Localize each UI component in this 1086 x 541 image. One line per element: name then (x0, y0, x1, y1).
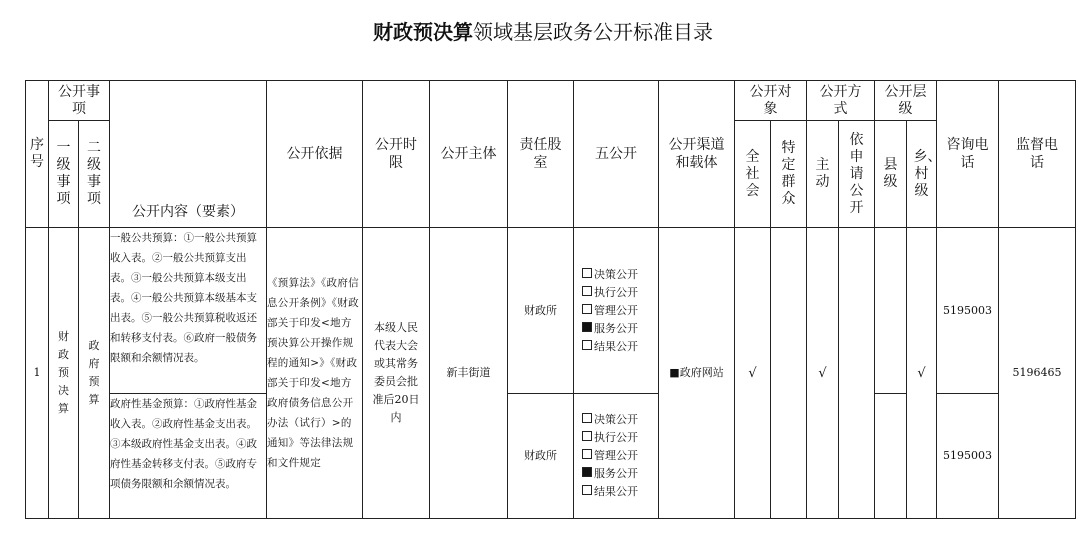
row-five-fund (574, 394, 659, 519)
row-basis: 《预算法》《政府信息公开条例》《财政部关于印发<地方预决算公开操作规程的通知>》《财政部关于印发<地方政府债务信息公开办法（试行）>的通知》等法律法规和文件规定 (267, 228, 363, 519)
row-level2: 政府预算 (79, 228, 110, 519)
row-dept-fund: 财政所 (508, 394, 574, 519)
checkbox-icon (582, 304, 592, 314)
row-level-county-fund (875, 394, 907, 519)
five-option: 管理公开 (574, 447, 658, 465)
header-five: 五公开 (574, 81, 659, 228)
row-subject: 新丰街道 (430, 228, 508, 519)
row-target-all: √ (735, 228, 771, 519)
header-level: 公开层级 (875, 81, 937, 121)
row-level1: 财政预决算 (49, 228, 79, 519)
row-content-general: 一般公共预算：①一般公共预算收入表。②一般公共预算支出表。③一般公共预算本级支出表。④一般公共预算本级基本支出表。⑤一般公共预算税收返还和转移支付表。⑥政府一般债务限额和余额情况表。 (110, 228, 267, 394)
checkbox-icon (582, 268, 592, 278)
checkbox-icon (582, 449, 592, 459)
five-option: 结果公开 (574, 483, 658, 501)
five-option: 决策公开 (574, 266, 658, 284)
five-option: 管理公开 (574, 302, 658, 320)
row-method-apply (839, 228, 875, 519)
checkbox-icon (582, 340, 592, 350)
title-rest: 领域基层政务公开标准目录 (473, 20, 713, 44)
row-level-town: √ (907, 228, 937, 519)
title-bold: 财政预决算 (373, 20, 473, 44)
row-level-county (875, 228, 907, 394)
five-option: 结果公开 (574, 338, 658, 356)
header-level1: 一级事项 (49, 121, 79, 228)
header-target-all: 全社会 (735, 121, 771, 228)
five-option: 执行公开 (574, 429, 658, 447)
header-content: 公开内容（要素） (110, 81, 267, 228)
header-target-group: 特定群众 (771, 121, 807, 228)
checkbox-checked-icon (582, 467, 592, 477)
row-method-active: √ (807, 228, 839, 519)
header-subject: 公开主体 (430, 81, 508, 228)
row-time: 本级人民代表大会或其常务委员会批准后20日内 (363, 228, 430, 519)
header-level2: 二级事项 (79, 121, 110, 228)
row-consult-general: 5195003 (937, 228, 999, 394)
row-content-fund: 政府性基金预算：①政府性基金收入表。②政府性基金支出表。③本级政府性基金支出表。④政府性基金转移支付表。⑤政府专项债务限额和余额情况表。 (110, 394, 267, 519)
header-time: 公开时限 (363, 81, 430, 228)
header-target: 公开对象 (735, 81, 807, 121)
header-supervise: 监督电话 (999, 81, 1076, 228)
checkbox-icon (582, 431, 592, 441)
row-channel: ■政府网站 (659, 228, 735, 519)
five-option: 服务公开 (574, 465, 658, 483)
header-consult: 咨询电话 (937, 81, 999, 228)
row-dept-general: 财政所 (508, 228, 574, 394)
header-basis: 公开依据 (267, 81, 363, 228)
header-method-apply: 依申请公开 (839, 121, 875, 228)
checkbox-icon (582, 485, 592, 495)
header-method-active: 主动 (807, 121, 839, 228)
five-option: 决策公开 (574, 411, 658, 429)
header-channel: 公开渠道和载体 (659, 81, 735, 228)
row-consult-fund: 5195003 (937, 394, 999, 519)
header-method: 公开方式 (807, 81, 875, 121)
table-row (26, 228, 1076, 394)
checkbox-icon (582, 286, 592, 296)
header-dept: 责任股室 (508, 81, 574, 228)
header-level-town: 乡、村级 (907, 121, 937, 228)
row-supervise: 5196465 (999, 228, 1076, 519)
checkbox-icon (582, 413, 592, 423)
row-five-general (574, 228, 659, 394)
row-target-group (771, 228, 807, 519)
catalog-table (25, 80, 1076, 519)
document-title (0, 18, 1086, 46)
five-option: 服务公开 (574, 320, 658, 338)
header-seq: 序号 (26, 81, 49, 228)
header-level-county: 县级 (875, 121, 907, 228)
header-matter: 公开事项 (49, 81, 110, 121)
checkbox-checked-icon (582, 322, 592, 332)
five-option: 执行公开 (574, 284, 658, 302)
row-seq: 1 (26, 228, 49, 519)
